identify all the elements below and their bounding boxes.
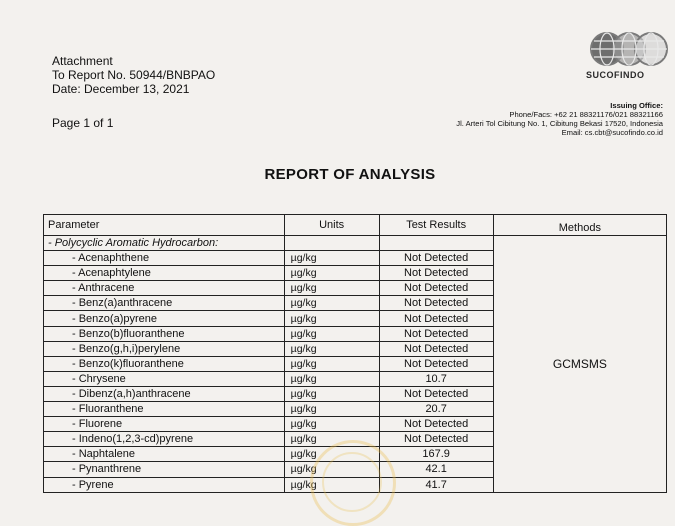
report-title: REPORT OF ANALYSIS (264, 166, 436, 183)
units-cell: µg/kg (284, 432, 379, 447)
units-cell: µg/kg (284, 296, 379, 311)
result-cell: Not Detected (379, 266, 493, 281)
parameter-cell: - Benz(a)anthracene (44, 296, 285, 311)
attachment-label: Attachment (52, 54, 113, 68)
parameter-cell: - Benzo(g,h,i)perylene (44, 341, 285, 356)
parameter-cell: - Benzo(k)fluoranthene (44, 356, 285, 371)
result-cell: 42.1 (379, 462, 493, 477)
parameter-cell: - Acenaphtylene (44, 266, 285, 281)
units-cell: µg/kg (284, 266, 379, 281)
col-header-parameter: Parameter (44, 215, 285, 236)
result-cell: 167.9 (379, 447, 493, 462)
units-cell: µg/kg (284, 371, 379, 386)
col-header-methods: Methods (493, 215, 666, 236)
result-cell: Not Detected (379, 281, 493, 296)
office-phone: Phone/Facs: +62 21 88321176/021 88321166 (509, 110, 663, 119)
issuing-office-label: Issuing Office: (610, 101, 663, 110)
parameter-cell: - Benzo(a)pyrene (44, 311, 285, 326)
parameter-cell: - Anthracene (44, 281, 285, 296)
result-cell: Not Detected (379, 356, 493, 371)
units-cell: µg/kg (284, 386, 379, 401)
units-cell: µg/kg (284, 311, 379, 326)
method-cell: GCMSMS (493, 236, 666, 493)
group-result-cell (379, 236, 493, 251)
parameter-cell: - Acenaphthene (44, 251, 285, 266)
result-cell: Not Detected (379, 432, 493, 447)
units-cell: µg/kg (284, 477, 379, 492)
group-label: - Polycyclic Aromatic Hydrocarbon: (44, 236, 285, 251)
units-cell: µg/kg (284, 402, 379, 417)
report-date: Date: December 13, 2021 (52, 82, 190, 96)
parameter-cell: - Chrysene (44, 371, 285, 386)
parameter-cell: - Indeno(1,2,3-cd)pyrene (44, 432, 285, 447)
table-header-row (44, 215, 667, 236)
units-cell: µg/kg (284, 326, 379, 341)
col-header-units: Units (284, 215, 379, 236)
watermark-stamp-inner (322, 452, 382, 512)
result-cell: 41.7 (379, 477, 493, 492)
parameter-cell: - Naphtalene (44, 447, 285, 462)
group-row (44, 236, 667, 251)
result-cell: 20.7 (379, 402, 493, 417)
issuing-office (456, 101, 663, 137)
result-cell: Not Detected (379, 417, 493, 432)
units-cell: µg/kg (284, 281, 379, 296)
group-units-cell (284, 236, 379, 251)
office-email: Email: cs.cbt@sucofindo.co.id (561, 128, 663, 137)
parameter-cell: - Dibenz(a,h)anthracene (44, 386, 285, 401)
sucofindo-logo (586, 30, 672, 80)
units-cell: µg/kg (284, 447, 379, 462)
page-number: Page 1 of 1 (52, 116, 114, 130)
parameter-cell: - Fluoranthene (44, 402, 285, 417)
units-cell: µg/kg (284, 462, 379, 477)
parameter-cell: - Pynanthrene (44, 462, 285, 477)
result-cell: Not Detected (379, 311, 493, 326)
units-cell: µg/kg (284, 356, 379, 371)
result-cell: Not Detected (379, 341, 493, 356)
units-cell: µg/kg (284, 251, 379, 266)
col-header-results: Test Results (379, 215, 493, 236)
result-cell: Not Detected (379, 386, 493, 401)
units-cell: µg/kg (284, 341, 379, 356)
globe-logo-icon (588, 30, 670, 68)
office-address: Jl. Arteri Tol Cibitung No. 1, Cibitung Bekasi 17520, Indonesia (456, 119, 663, 128)
result-cell: Not Detected (379, 251, 493, 266)
parameter-cell: - Pyrene (44, 477, 285, 492)
result-cell: 10.7 (379, 371, 493, 386)
result-cell: Not Detected (379, 296, 493, 311)
parameter-cell: - Fluorene (44, 417, 285, 432)
report-number: To Report No. 50944/BNBPAO (52, 68, 216, 82)
logo-wordmark: SUCOFINDO (586, 70, 645, 80)
parameter-cell: - Benzo(b)fluoranthene (44, 326, 285, 341)
result-cell: Not Detected (379, 326, 493, 341)
report-header (52, 54, 215, 96)
units-cell: µg/kg (284, 417, 379, 432)
